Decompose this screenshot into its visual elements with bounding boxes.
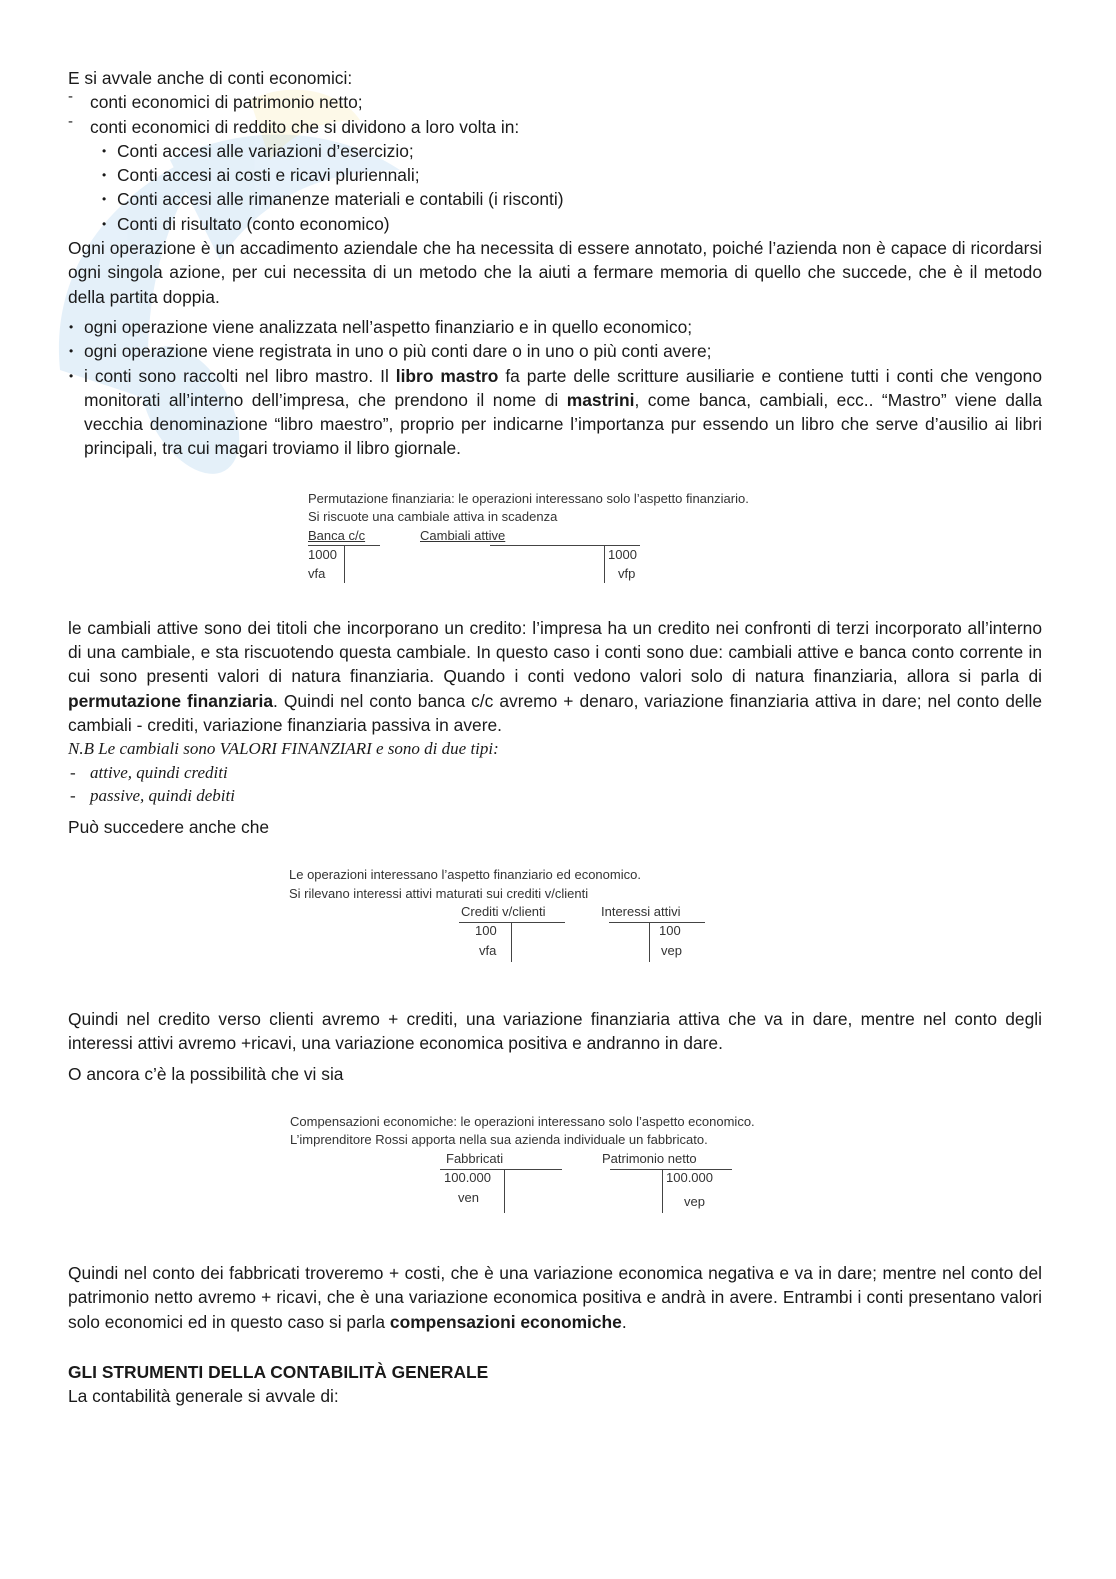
t-account-divider	[344, 545, 345, 583]
figure-subcaption: L’imprenditore Rossi apporta nella sua azienda individuale un fabbricato.	[290, 1132, 708, 1148]
figure-caption: Le operazioni interessano l’aspetto finanziario ed economico.	[289, 867, 641, 883]
t-account-value: 100	[475, 923, 497, 939]
figure-compensazioni	[290, 1113, 1042, 1225]
bold-term: permutazione finanziaria	[68, 690, 274, 711]
figure-permutazione	[308, 490, 1042, 590]
section-heading: GLI STRUMENTI DELLA CONTABILITÀ GENERALE	[68, 1361, 489, 1382]
t-account-label: vep	[684, 1193, 705, 1209]
bullet-item	[68, 364, 1042, 461]
t-account-divider	[662, 1169, 663, 1213]
figure-caption: Compensazioni economiche: le operazioni interessano solo l’aspetto economico.	[290, 1113, 755, 1129]
t-account	[420, 527, 640, 587]
t-account-value: 1000	[608, 546, 637, 562]
dash-list	[68, 90, 1042, 139]
t-account-value: 100.000	[666, 1169, 713, 1185]
figure-caption: Permutazione finanziaria: le operazioni interessano solo l’aspetto finanziario.	[308, 490, 749, 506]
t-account-divider	[604, 545, 605, 583]
nb-list	[68, 761, 1042, 808]
intro-line: E si avvale anche di conti economici:	[68, 68, 353, 88]
t-account-name: Patrimonio netto	[602, 1150, 697, 1166]
dash-item: - conti economici di reddito che si dividono a loro volta in:	[68, 115, 1042, 139]
document-page	[68, 66, 1042, 1408]
t-account-divider	[504, 1169, 505, 1213]
t-account-label: vfp	[618, 565, 636, 581]
t-account-divider	[649, 922, 650, 962]
bold-term: libro mastro	[395, 365, 499, 386]
figure-subcaption: Si riscuote una cambiale attiva in scadenza	[308, 509, 558, 525]
sub-item: • Conti accesi alle variazioni d’esercizio;	[100, 139, 1042, 163]
t-account	[589, 903, 719, 967]
sub-item: • Conti accesi alle rimanenze materiali e contabili (i risconti)	[100, 187, 1042, 211]
bullet-list	[68, 315, 1042, 461]
t-account-name: Fabbricati	[446, 1150, 504, 1166]
t-account-name: Interessi attivi	[601, 904, 681, 920]
nb-item: - passive, quindi debiti	[68, 784, 1042, 808]
dash-item: - conti economici di patrimonio netto;	[68, 90, 1042, 114]
text-run: le cambiali attive sono dei titoli che incorporano un credito: l’impresa ha un credito nei confronti di terzi incorporato all’interno di una cambiale, e sta riscuotendo questa cambiale. In questo caso i conti sono due: cambiali attive e banca conto corrente in cui sono presenti valori di natura finanziaria. Quando i conti vedono valori solo di natura finanziaria, allora si parla di	[68, 617, 1042, 687]
text-run: , come banca, cambiali, ecc.. “Mastro” viene dalla vecchia denominazione “libro maestro”, proprio per indicarne l’importanza pur essendo un libro che serve d’ausilio ai libri principali, tra cui magari troviamo il libro giornale.	[84, 389, 1042, 459]
text-run: .	[621, 1311, 627, 1332]
paragraph-succedere: Può succedere anche che	[68, 816, 270, 837]
text-run: i conti sono raccolti nel libro mastro. Il	[84, 365, 396, 386]
text-run: . Quindi nel conto banca c/c avremo + denaro, variazione finanziaria attiva in dare; nel conto delle cambiali - crediti, variazione finanziaria passiva in avere.	[68, 690, 1042, 735]
bold-term: mastrini	[566, 389, 635, 410]
t-account	[600, 1150, 750, 1216]
bullet-item: • ogni operazione viene analizzata nell’aspetto finanziario e in quello economico;	[68, 315, 1042, 339]
paragraph-operazione: Ogni operazione è un accadimento aziendale che ha necessita di essere annotato, poiché l’azienda non è capace di ricordarsi ogni singola azione, per cui necessita di un metodo che la aiuti a fermare memoria di quello che succede, che è il metodo della partita doppia.	[68, 238, 1042, 307]
bold-term: compensazioni economiche	[389, 1311, 622, 1332]
bullet-item: • ogni operazione viene registrata in uno o più conti dare o in uno o più conti avere;	[68, 339, 1042, 363]
t-account-value: 1000	[308, 546, 337, 562]
figure-finanziario-economico	[289, 866, 1042, 976]
text-run: Quindi nel conto dei fabbricati troveremo + costi, che è una variazione economica negativa e va in dare; mentre nel conto del patrimonio netto avremo + ricavi, che è una variazione economica positiva e andrà in avere. Entrambi i conti presentano valori solo economici ed in questo caso si parla	[68, 1262, 1042, 1332]
t-account	[439, 903, 569, 967]
figure-subcaption: Si rilevano interessi attivi maturati sui crediti v/clienti	[289, 885, 589, 901]
paragraph-cambiali	[68, 616, 1042, 737]
text-run: fa parte delle scritture ausiliarie e contiene tutti i conti che vengono monitorati all’interno dell’impresa, che prendono il nome di	[84, 365, 1042, 410]
t-account-name: Cambiali attive	[420, 527, 506, 543]
t-account-name: Banca c/c	[308, 527, 366, 543]
t-account-rule	[609, 922, 705, 923]
paragraph-final: La contabilità generale si avvale di:	[68, 1386, 339, 1407]
t-account-label: vep	[661, 943, 682, 959]
sub-list	[100, 139, 1042, 236]
t-account-divider	[511, 922, 512, 962]
t-account-label: vfa	[479, 943, 497, 959]
nb-title: N.B Le cambiali sono VALORI FINANZIARI e sono di due tipi:	[68, 739, 499, 759]
t-account-name: Crediti v/clienti	[461, 904, 546, 920]
t-account-label: ven	[458, 1189, 479, 1205]
sub-item: • Conti accesi ai costi e ricavi pluriennali;	[100, 163, 1042, 187]
t-account-value: 100.000	[444, 1169, 491, 1185]
paragraph-ancora: O ancora c’è la possibilità che vi sia	[68, 1063, 344, 1084]
t-account-value: 100	[659, 923, 681, 939]
nb-item: - attive, quindi crediti	[68, 761, 1042, 785]
nb-note	[68, 737, 1042, 808]
paragraph-fabbricati	[68, 1261, 1042, 1334]
t-account-label: vfa	[308, 565, 326, 581]
sub-item: • Conti di risultato (conto economico)	[100, 212, 1042, 236]
t-account	[440, 1150, 570, 1216]
paragraph-credito: Quindi nel credito verso clienti avremo + crediti, una variazione finanziaria attiva che va in dare, mentre nel conto degli interessi attivi avremo +ricavi, una variazione economica positiva e andranno in dare.	[68, 1009, 1042, 1054]
